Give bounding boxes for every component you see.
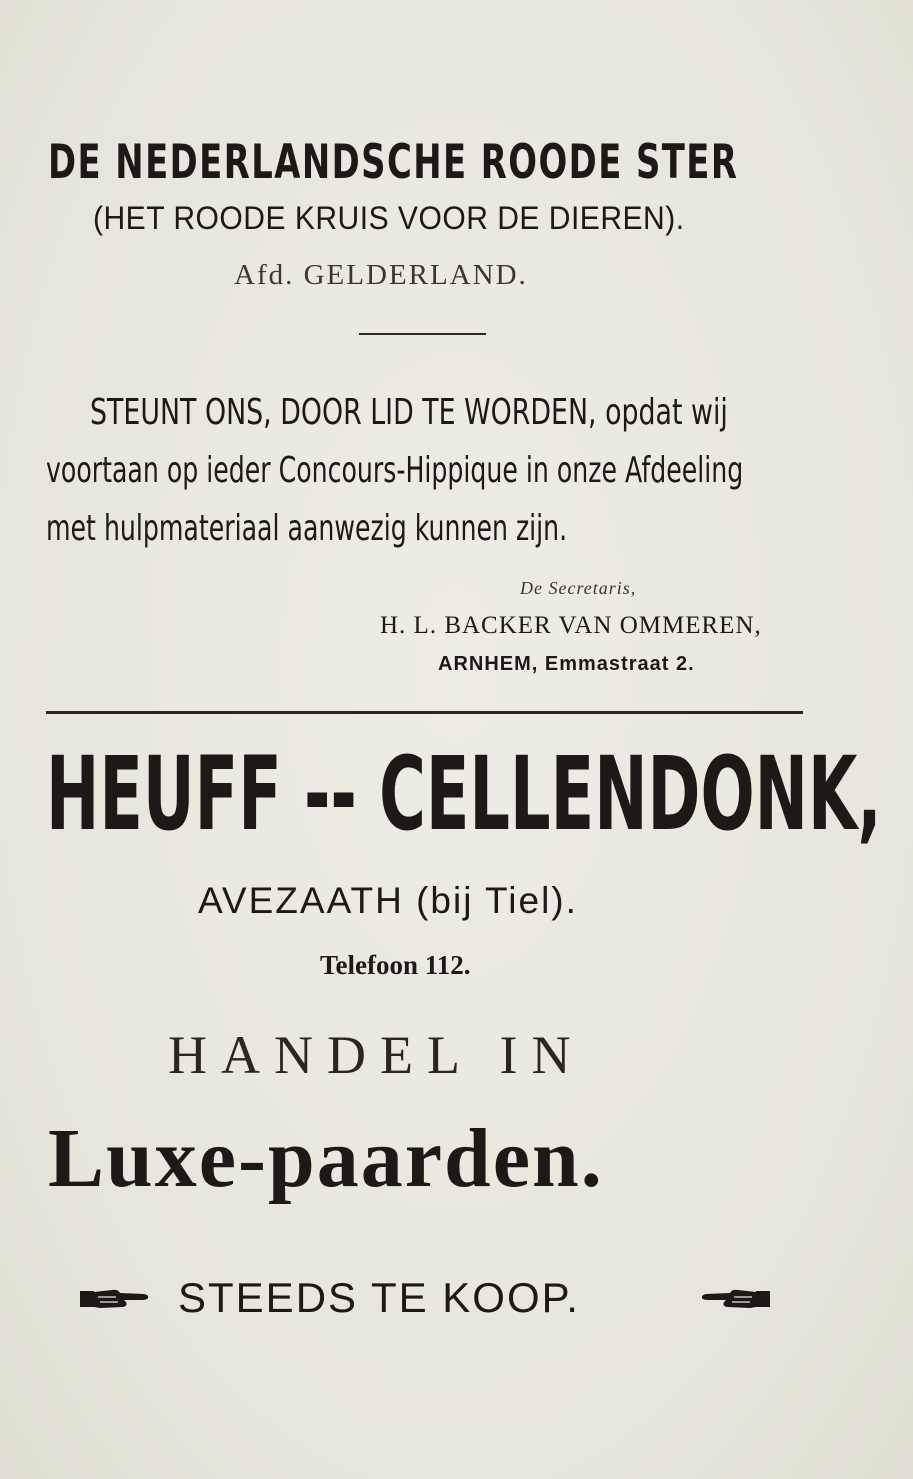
body-text-line-2: voortaan op ieder Concours-Hippique in onze Afdeeling [46, 450, 744, 491]
trade-item: Luxe-paarden. [48, 1112, 604, 1205]
company-name: HEUFF -- CELLENDONK, [46, 735, 882, 854]
department-label: Afd. GELDERLAND. [234, 259, 528, 291]
pointing-hand-left-icon [698, 1285, 772, 1313]
body-text-line-3: met hulpmateriaal aanwezig kunnen zijn. [46, 508, 568, 549]
pointing-hand-right-icon [78, 1285, 150, 1313]
section-divider [46, 711, 803, 714]
society-title: DE NEDERLANDSCHE ROODE STER [48, 135, 739, 190]
company-phone: Telefoon 112. [320, 950, 471, 980]
trade-heading: HANDEL IN [168, 1025, 585, 1085]
short-divider [359, 333, 486, 335]
company-location: AVEZAATH (bij Tiel). [198, 880, 578, 921]
body-text-line-1: STEUNT ONS, DOOR LID TE WORDEN, opdat wij [90, 392, 728, 433]
signature-address: ARNHEM, Emmastraat 2. [438, 653, 695, 675]
signature-role: De Secretaris, [520, 578, 637, 598]
tagline: STEEDS TE KOOP. [178, 1274, 580, 1321]
society-subtitle: (HET ROODE KRUIS VOOR DE DIEREN). [93, 200, 685, 236]
signature-name: H. L. BACKER VAN OMMEREN, [380, 612, 762, 639]
